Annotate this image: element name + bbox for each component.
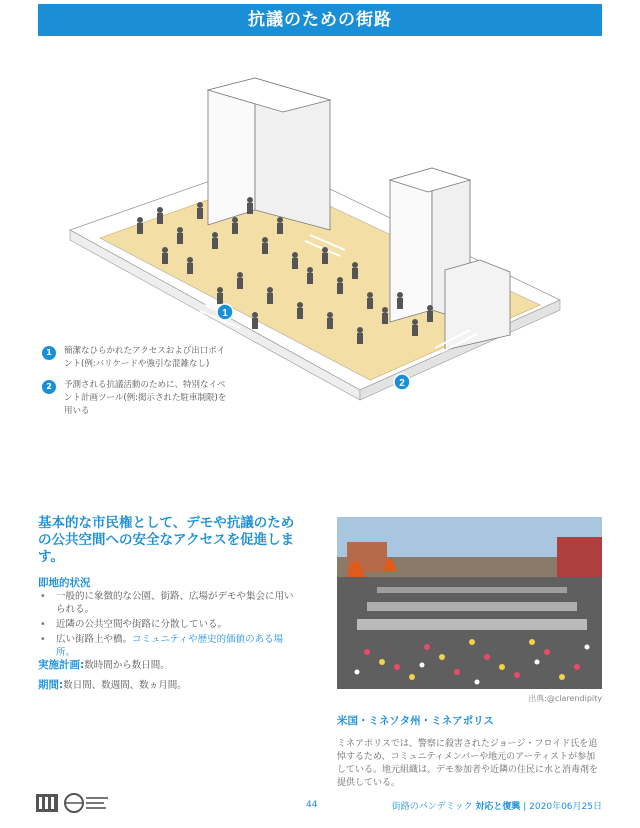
building-tall-left (208, 78, 330, 230)
list-item-text: 広い街路上や橋。 (56, 634, 133, 645)
gdci-logo-icon (65, 794, 108, 812)
legend-item (42, 379, 232, 418)
plan-value: 数時間から数日間。 (84, 660, 170, 671)
immediate-conditions-title: 即地的状況 (38, 577, 91, 589)
list-item (38, 633, 300, 659)
plan-label: 実施計画: (38, 659, 85, 671)
footer-doc-info (392, 799, 602, 812)
photo-credit: 出典:@clarendipity (528, 694, 602, 703)
headline: 基本的な市民権として、デモや抗議のための公共空間への安全なアクセスを促進します。 (38, 515, 295, 565)
doc-title: 街路のパンデミック (391, 802, 476, 812)
page-header (38, 4, 602, 36)
case-study-text: ミネアポリスでは、警察に殺害されたジョージ・フロイド氏を追悼するため、コミュニティメンバーや地元のアーティストが参加している。地元組織は、デモ参加者や近隣の住民に水と消毒剤を提供している。 (337, 739, 599, 788)
implementation-plan (38, 657, 170, 672)
nacto-logo-icon (36, 794, 58, 812)
page-title: 抗議のための街路 (248, 10, 392, 30)
marker-2 (394, 374, 410, 390)
svg-text:2: 2 (399, 378, 405, 389)
list-item: • 一般的に象徴的な公園、街路、広場がデモや集会に用いられる。 (38, 590, 300, 616)
partner-logos (36, 790, 126, 818)
page-number: 44 (306, 800, 318, 810)
legend-text: 簡潔なひらかれたアクセスおよび出口ポイント(例:バリケードや強引な混雑なし) (64, 346, 226, 369)
conditions-list (38, 590, 300, 661)
legend-text: 予測される抗議活動のために、特別なイベント計画ツール(例:掲示された駐車制限)を用いる (64, 380, 227, 416)
list-item-highlight: コミュニティや歴史的価値のある場所。 (56, 634, 284, 658)
period-label: 期間: (38, 679, 64, 691)
marker-1 (217, 304, 233, 320)
legend-item (42, 345, 232, 371)
illustration-legend (42, 345, 232, 426)
doc-date: | 2020年06月25日 (520, 802, 602, 812)
svg-text:1: 1 (222, 308, 228, 319)
number-badge: 1 (42, 346, 56, 360)
number-badge: 2 (42, 380, 56, 394)
period-value: 数日間、数週間、数ヵ月間。 (63, 680, 187, 691)
case-study-title: 米国・ミネソタ州・ミネアポリス (337, 715, 494, 727)
doc-title-bold: 対応と復興 (475, 802, 521, 812)
list-item: • 近隣の公共空間や街路に分散している。 (38, 618, 300, 631)
duration (38, 677, 187, 692)
memorial-photo (337, 517, 602, 689)
